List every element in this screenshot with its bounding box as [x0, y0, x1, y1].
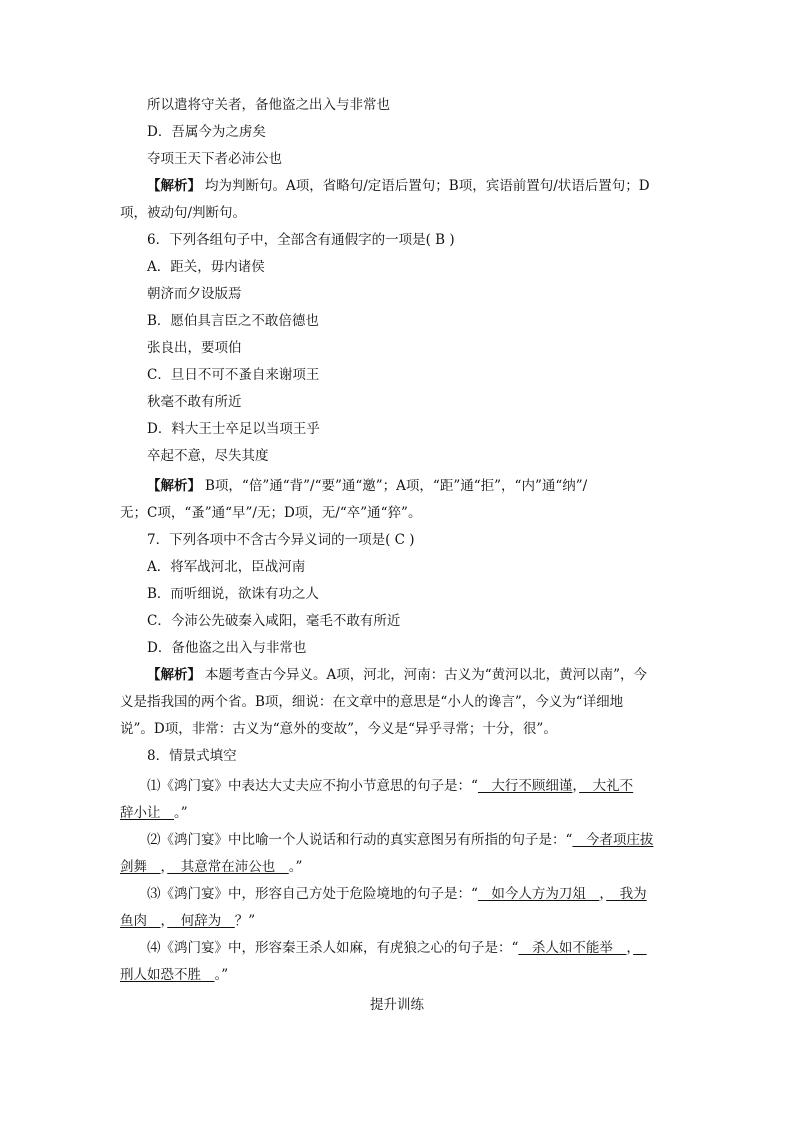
q7-option-c: C．今沛公先破秦入咸阳，毫毛不敢有所近 [147, 613, 401, 629]
q8-item-2-answer-b: 其意常在沛公也 [167, 859, 289, 875]
q8-item-2-answer-a-cont: 剑舞 [120, 859, 161, 875]
q6-option-a-1: A．距关，毋内诸侯 [147, 259, 265, 275]
q7-stem: 7．下列各项中不含古今异义词的一项是( C ) [147, 532, 415, 548]
q8-item-3-answer-b: 我为 [606, 886, 647, 902]
q6-analysis-text-1: B项，“倍”通“背”/“要”通“邀”；A项，“距”通“拒”，“内”通“纳”/ [205, 478, 588, 494]
q8-item-4-line-2 [120, 966, 228, 984]
analysis-tag: 【解析】 [147, 478, 201, 494]
q5-analysis-line-1 [147, 177, 650, 195]
q8-item-2-prompt: ⑵《鸿门宴》中比喻一个人说话和行动的真实意图另有所指的句子是：“ [147, 832, 573, 848]
q8-item-3-answer-c: 何辞为 [167, 913, 235, 929]
q6-analysis-line-2: 无；C项，“蚤”通“早”/无；D项，无/“卒”通“猝”。 [120, 505, 422, 521]
q8-item-3-answer-a: 如今人方为刀俎 [477, 886, 600, 902]
q8-item-1-answer-b-cont: 辞小让 [120, 805, 174, 821]
q8-item-4-answer-b [633, 940, 647, 956]
q8-item-1-prompt: ⑴《鸿门宴》中表达大丈夫应不拘小节意思的句子是：“ [147, 778, 478, 794]
q5-analysis-text-1: 均为判断句。A项，省略句/定语后置句；B项，宾语前置句/状语后置句；D [205, 178, 650, 194]
q8-item-3-prompt: ⑶《鸿门宴》中，形容自己方处于危险境地的句子是：“ [147, 886, 478, 902]
q8-item-2-end: 。” [288, 859, 303, 875]
q8-item-4-line-1 [147, 939, 647, 957]
q8-item-3-line-2 [120, 912, 255, 930]
q7-analysis-text-1: 本题考查古今异义。A项，河北，河南：古义为“黄河以北，黄河以南”，今 [205, 667, 648, 683]
q5-analysis-line-2: 项，被动句/判断句。 [120, 205, 247, 221]
q8-item-4-end: 。” [214, 967, 229, 983]
q6-analysis-line-1 [147, 477, 587, 495]
q7-analysis-line-2: 义是指我国的两个省。B项，细说：在文章中的意思是“小人的谗言”，今义为“详细地 [120, 694, 624, 710]
q8-item-1-answer-b: 大礼不 [579, 778, 634, 794]
q8-item-4-separator: ， [626, 940, 634, 956]
option-d-sentence-line: 夺项王天下者必沛公也 [147, 151, 282, 167]
q8-item-2-separator: ， [160, 859, 168, 875]
q8-item-3-line-1 [147, 885, 647, 903]
q8-item-1-line-2 [120, 804, 188, 822]
q8-item-1-line-1 [147, 777, 633, 795]
q8-item-2-answer-a: 今者项庄拔 [572, 832, 654, 848]
q7-analysis-line-1 [147, 666, 647, 684]
q8-item-4-answer-b-cont: 刑人如恐不胜 [120, 967, 215, 983]
q7-option-a: A．将军战河北，臣战河南 [147, 559, 306, 575]
q6-option-b-1: B．愿伯具言臣之不敢倍德也 [147, 313, 319, 329]
analysis-tag: 【解析】 [147, 178, 201, 194]
q6-option-c-1: C．旦日不可不蚤自来谢项王 [147, 367, 320, 383]
q8-item-3-answer-b-cont: 鱼肉 [120, 913, 161, 929]
q6-option-d-2: 卒起不意，尽失其度 [147, 448, 269, 464]
q8-item-1-separator: ， [572, 778, 580, 794]
q8-item-2-line-1 [147, 831, 653, 849]
q7-option-b: B．而听细说，欲诛有功之人 [147, 586, 319, 602]
q8-item-4-answer-a: 杀人如不能举 [518, 940, 627, 956]
q6-stem: 6．下列各组句子中，全部含有通假字的一项是( B ) [147, 232, 455, 248]
q6-option-d-1: D．料大王士卒足以当项王乎 [147, 421, 320, 437]
q8-item-3-end: ？” [234, 913, 256, 929]
q8-item-1-end: 。” [174, 805, 188, 821]
q8-item-4-prompt: ⑷《鸿门宴》中，形容秦王杀人如麻，有虎狼之心的句子是：“ [147, 940, 519, 956]
q8-item-2-line-2 [120, 858, 302, 876]
q6-option-a-2: 朝济而夕设版焉 [147, 286, 242, 302]
q8-item-3-separator: ， [599, 886, 607, 902]
q8-item-3-separator-2: ， [160, 913, 168, 929]
section-title: 提升训练 [370, 997, 424, 1013]
analysis-tag: 【解析】 [147, 667, 201, 683]
option-d-line: D．吾属今为之虏矣 [147, 124, 266, 140]
q7-option-d: D．备他盗之出入与非常也 [147, 640, 307, 656]
q8-stem: 8．情景式填空 [147, 748, 237, 764]
q8-item-1-answer-a: 大行不顾细谨 [477, 778, 573, 794]
q6-option-c-2: 秋毫不敢有所近 [147, 394, 242, 410]
q7-analysis-line-3: 说”。D项，非常：古义为“意外的变故”，今义是“异乎寻常；十分，很”。 [120, 721, 557, 737]
option-a-line: 所以遣将守关者，备他盗之出入与非常也 [147, 97, 390, 113]
q6-option-b-2: 张良出，要项伯 [147, 340, 242, 356]
